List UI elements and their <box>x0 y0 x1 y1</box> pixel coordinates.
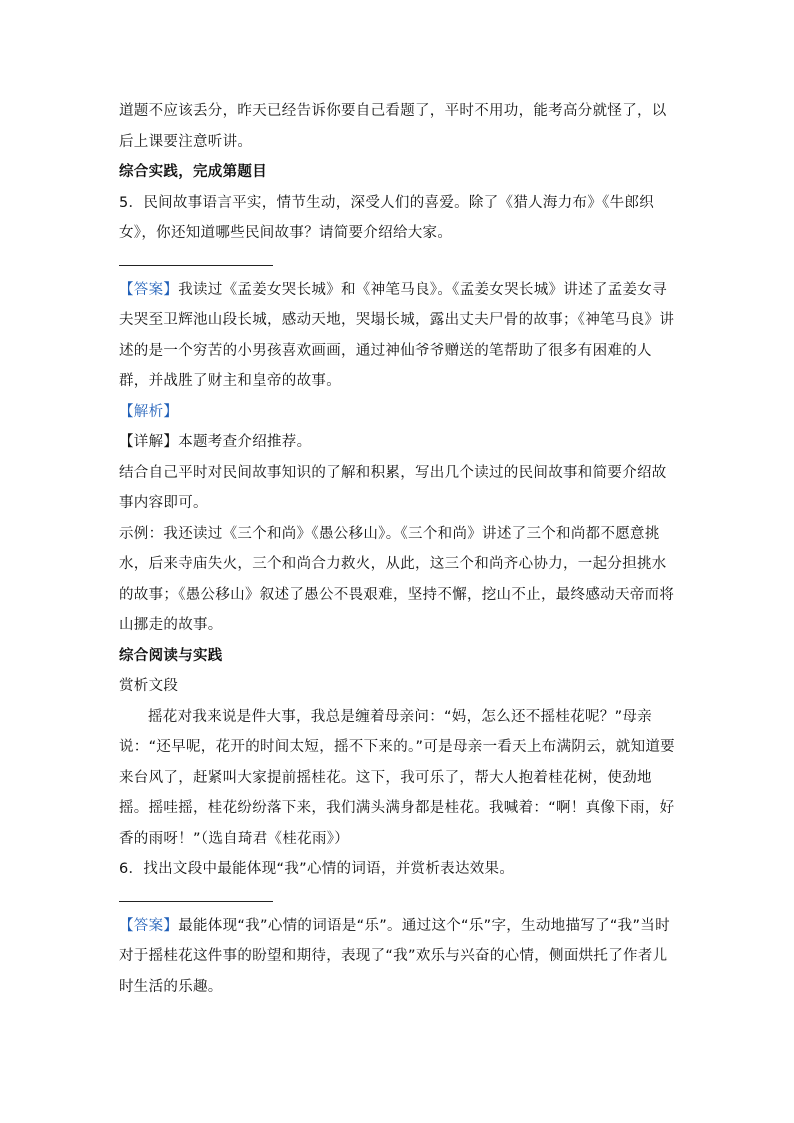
detail-5-text: 本题考查介绍推荐。 <box>178 434 312 450</box>
question-5: 5．民间故事语言平实，情节生动，深受人们的喜爱。除了《猎人海力布》《牛郎织女》，你还知道哪些民间故事？请简要介绍给大家。 <box>119 194 655 241</box>
answer-blank-line-2 <box>119 901 273 902</box>
detail-5-paragraph: 结合自己平时对民间故事知识的了解和积累，写出几个读过的民间故事和简要介绍故事内容即可。 <box>119 464 667 511</box>
answer-tag-6: 【答案】 <box>119 917 179 934</box>
answer-tag: 【答案】 <box>119 281 179 298</box>
analysis-tag: 【解析】 <box>119 403 179 420</box>
answer-5 <box>119 275 679 397</box>
detail-tag: 【详解】 <box>119 434 179 450</box>
question-6: 6．找出文段中最能体现“我”心情的词语，并赏析表达效果。 <box>119 861 515 877</box>
answer-blank-line <box>119 265 273 266</box>
example-5: 示例：我还读过《三个和尚》《愚公移山》。《三个和尚》讲述了三个和尚都不愿意挑水，后来寺庙失火，三个和尚合力救火，从此，这三个和尚齐心协力，一起分担挑水的故事；《愚公移山》叙述了愚公不畏艰难，坚持不懈，挖山不止，最终感动天帝而将山挪走的故事。 <box>119 525 675 633</box>
answer-6 <box>119 911 679 1003</box>
section-heading-practice: 综合实践，完成第题目 <box>119 164 267 180</box>
answer-5-text: 我读过《孟姜女哭长城》和《神笔马良》。《孟姜女哭长城》讲述了孟姜女寻夫哭至卫辉池山段长城，感动天地，哭塌长城，露出丈夫尸骨的故事；《神笔马良》讲述的是一个穷苦的小男孩喜欢画画，通过神仙爷爷赠送的笔帮助了很多有困难的人群，并战胜了财主和皇帝的故事。 <box>119 281 675 389</box>
document-page <box>119 96 679 1002</box>
section-heading-reading: 综合阅读与实践 <box>119 647 223 664</box>
section-subheading: 赏析文段 <box>119 678 179 694</box>
intro-line: 道题不应该丢分，昨天已经告诉你要自己看题了，平时不用功，能考高分就怪了，以后上课要注意听讲。 <box>119 103 667 150</box>
detail-5 <box>119 427 679 458</box>
answer-6-text: 最能体现“我”心情的词语是“乐”。通过这个“乐”字，生动地描写了“我”当时对于摇桂花这件事的盼望和期待，表现了“我”欢乐与兴奋的心情，侧面烘托了作者儿时生活的乐趣。 <box>119 917 670 995</box>
reading-passage: 摇花对我来说是件大事，我总是缠着母亲问：“妈，怎么还不摇桂花呢？”母亲说：“还早呢，花开的时间太短，摇不下来的。”可是母亲一看天上布满阴云，就知道要来台风了，赶紧叫大家提前摇桂花。这下，我可乐了，帮大人抱着桂花树，使劲地摇。摇哇摇，桂花纷纷落下来，我们满头满身都是桂花。我喊着：“啊！真像下雨，好香的雨呀！”（选自琦君《桂花雨》） <box>119 708 675 847</box>
